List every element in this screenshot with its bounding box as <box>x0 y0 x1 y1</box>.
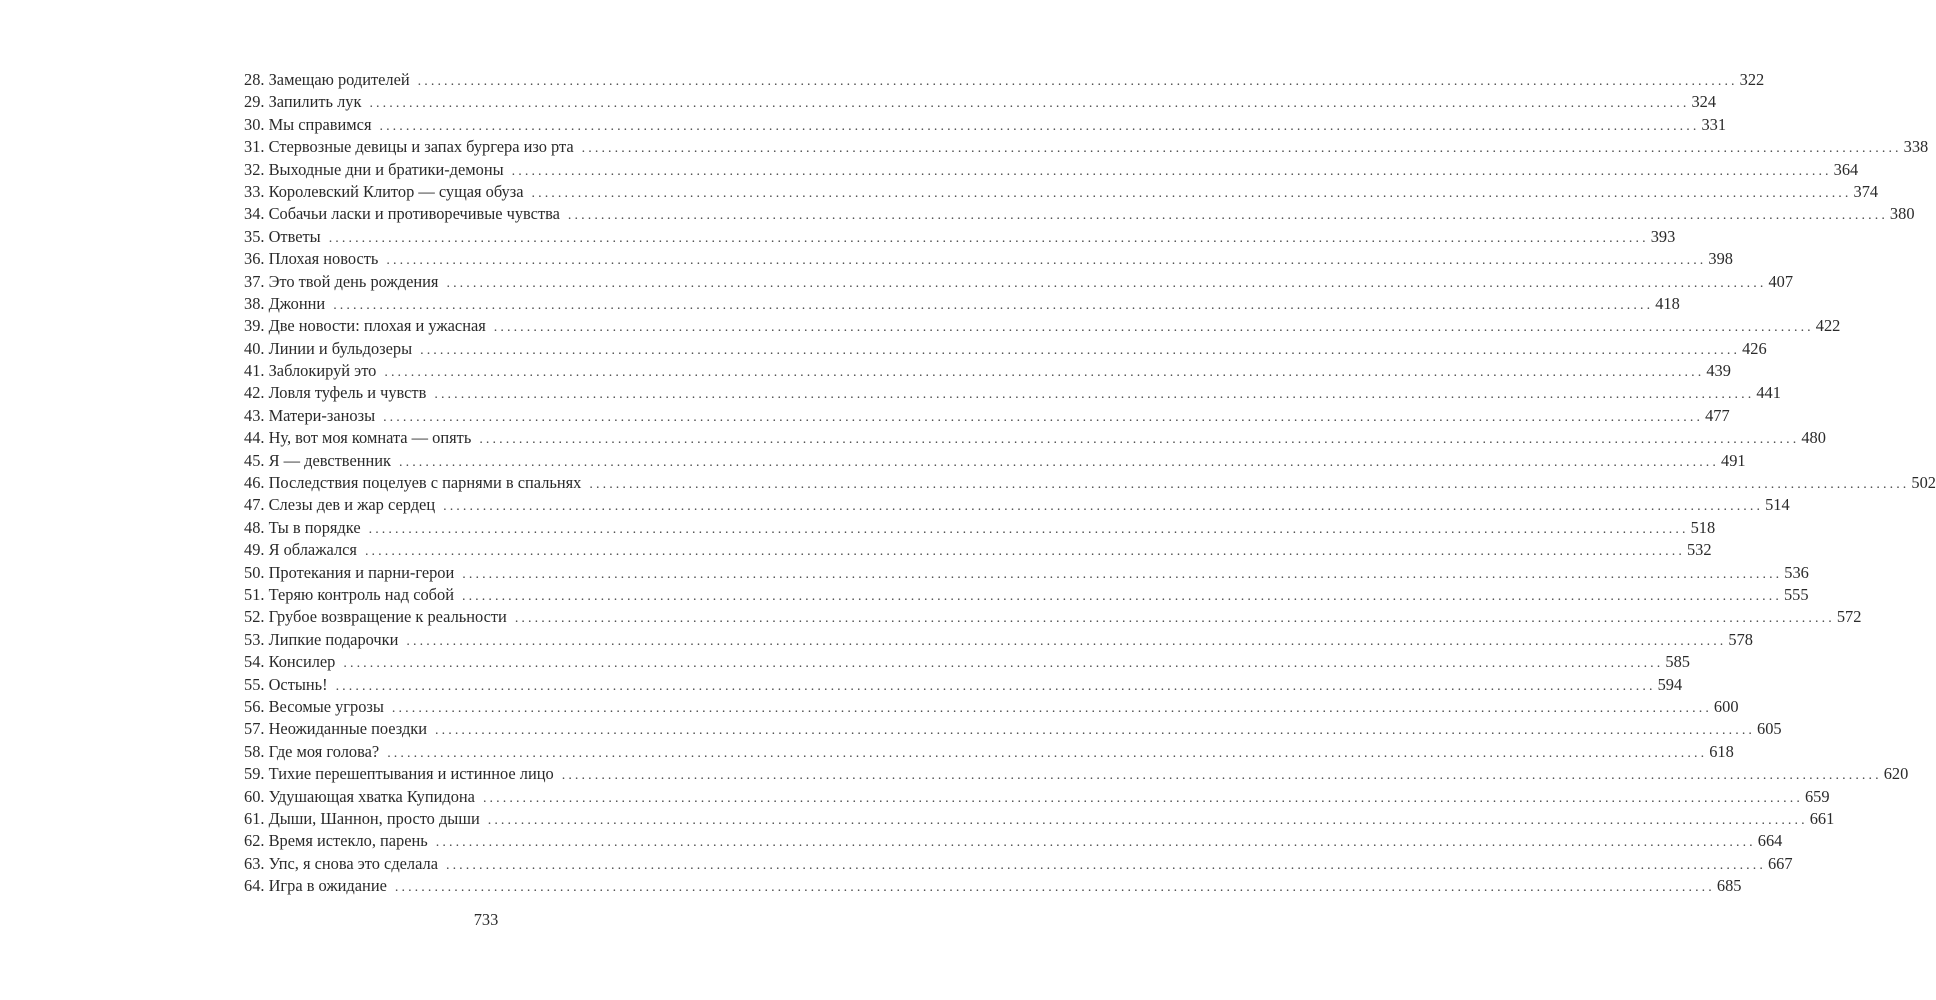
chapter-title: 62. Время истекло, парень <box>244 831 428 851</box>
toc-entry <box>244 718 1782 740</box>
dot-leader: ........................................................................................................................................................................................................ <box>399 454 1719 470</box>
dot-leader: ........................................................................................................................................................................................................ <box>369 96 1690 112</box>
chapter-title: 50. Протекания и парни-герои <box>244 562 455 582</box>
toc-entry <box>244 360 1731 382</box>
chapter-title: 37. Это твой день рождения <box>244 271 439 291</box>
toc-entry <box>244 427 1826 449</box>
toc-entry <box>244 562 1809 584</box>
chapter-page: 572 <box>1836 607 1862 627</box>
chapter-page: 585 <box>1665 652 1690 672</box>
dot-leader: ........................................................................................................................................................................................................ <box>493 320 1814 336</box>
chapter-page: 667 <box>1767 853 1793 873</box>
chapter-title: 53. Липкие подарочки <box>244 629 399 649</box>
toc-entry <box>244 786 1830 808</box>
chapter-title: 34. Собачьи ласки и противоречивые чувства <box>244 204 560 224</box>
dot-leader: ........................................................................................................................................................................................................ <box>420 342 1741 358</box>
dot-leader: ........................................................................................................................................................................................................ <box>379 118 1700 134</box>
dot-leader: ........................................................................................................................................................................................................ <box>383 409 1704 425</box>
toc-entry <box>244 584 1809 606</box>
toc-entry <box>244 830 1783 852</box>
chapter-title: 56. Весомые угрозы <box>244 696 384 716</box>
chapter-page: 364 <box>1833 159 1859 179</box>
chapter-page: 661 <box>1809 808 1835 828</box>
chapter-page: 620 <box>1883 764 1909 784</box>
chapter-page: 441 <box>1756 383 1781 403</box>
dot-leader: ........................................................................................................................................................................................................ <box>435 723 1756 739</box>
toc-entry <box>244 741 1734 763</box>
chapter-page: 322 <box>1739 70 1765 89</box>
chapter-page: 502 <box>1911 473 1936 493</box>
dot-leader: ........................................................................................................................................................................................................ <box>343 656 1664 672</box>
chapter-title: 49. Я облажался <box>244 540 357 560</box>
dot-leader: ........................................................................................................................................................................................................ <box>479 432 1800 448</box>
dot-leader: ........................................................................................................................................................................................................ <box>391 700 1712 716</box>
chapter-page: 578 <box>1728 629 1753 649</box>
toc-entry <box>244 853 1793 875</box>
dot-leader: ........................................................................................................................................................................................................ <box>487 812 1808 828</box>
dot-leader: ........................................................................................................................................................................................................ <box>461 588 1782 604</box>
chapter-title: 30. Мы справимся <box>244 114 372 134</box>
dot-leader: ........................................................................................................................................................................................................ <box>417 74 1738 89</box>
chapter-page: 514 <box>1765 495 1790 515</box>
dot-leader: ........................................................................................................................................................................................................ <box>364 544 1685 560</box>
toc-entry <box>244 338 1767 360</box>
chapter-page: 398 <box>1708 249 1733 269</box>
dot-leader: ........................................................................................................................................................................................................ <box>445 857 1766 873</box>
chapter-title: 54. Консилер <box>244 652 336 672</box>
chapter-page: 426 <box>1742 338 1767 358</box>
chapter-page: 324 <box>1691 92 1717 112</box>
chapter-page: 407 <box>1768 271 1794 291</box>
dot-leader: ........................................................................................................................................................................................................ <box>482 790 1803 806</box>
chapter-page: 536 <box>1784 562 1809 582</box>
chapter-page: 338 <box>1903 137 1929 157</box>
dot-leader: ........................................................................................................................................................................................................ <box>387 745 1708 761</box>
chapter-page: 618 <box>1709 741 1734 761</box>
dot-leader: ........................................................................................................................................................................................................ <box>394 880 1715 896</box>
table-of-contents <box>244 69 1936 897</box>
toc-entry <box>244 875 1742 897</box>
chapter-title: 46. Последствия поцелуев с парнями в спальнях <box>244 473 582 493</box>
chapter-title: 41. Заблокируй это <box>244 361 377 381</box>
dot-leader: ........................................................................................................................................................................................................ <box>406 633 1727 649</box>
chapter-title: 32. Выходные дни и братики-демоны <box>244 159 504 179</box>
toc-entry <box>244 136 1929 158</box>
chapter-title: 59. Тихие перешептывания и истинное лицо <box>244 764 554 784</box>
dot-leader: ........................................................................................................................................................................................................ <box>531 185 1852 201</box>
toc-entry <box>244 539 1712 561</box>
chapter-title: 63. Упс, я снова это сделала <box>244 853 438 873</box>
toc-entry <box>244 226 1676 248</box>
toc-entry <box>244 629 1753 651</box>
chapter-page: 380 <box>1889 204 1915 224</box>
chapter-page: 480 <box>1801 428 1826 448</box>
chapter-page: 594 <box>1657 674 1683 694</box>
chapter-title: 48. Ты в порядке <box>244 517 361 537</box>
dot-leader: ........................................................................................................................................................................................................ <box>446 275 1767 291</box>
dot-leader: ........................................................................................................................................................................................................ <box>462 566 1783 582</box>
chapter-title: 39. Две новости: плохая и ужасная <box>244 316 486 336</box>
chapter-page: 600 <box>1713 696 1739 716</box>
chapter-title: 64. Игра в ожидание <box>244 876 387 896</box>
toc-entry <box>244 808 1835 830</box>
dot-leader: ........................................................................................................................................................................................................ <box>368 521 1689 537</box>
toc-entry <box>244 517 1716 539</box>
chapter-title: 38. Джонни <box>244 293 326 313</box>
dot-leader: ........................................................................................................................................................................................................ <box>328 230 1649 246</box>
toc-entry <box>244 159 1859 181</box>
dot-leader: ........................................................................................................................................................................................................ <box>443 499 1764 515</box>
dot-leader: ........................................................................................................................................................................................................ <box>435 835 1756 851</box>
toc-entry <box>244 674 1683 696</box>
toc-entry <box>244 606 1862 628</box>
dot-leader: ........................................................................................................................................................................................................ <box>386 253 1707 269</box>
chapter-title: 43. Матери-занозы <box>244 405 376 425</box>
chapter-title: 47. Слезы дев и жар сердец <box>244 495 436 515</box>
dot-leader: ........................................................................................................................................................................................................ <box>511 163 1832 179</box>
chapter-title: 58. Где моя голова? <box>244 741 380 761</box>
dot-leader: ........................................................................................................................................................................................................ <box>384 365 1705 381</box>
chapter-title: 35. Ответы <box>244 226 321 246</box>
toc-entry <box>244 696 1739 718</box>
chapter-title: 61. Дыши, Шаннон, просто дыши <box>244 808 480 828</box>
toc-entry <box>244 315 1841 337</box>
dot-leader: ........................................................................................................................................................................................................ <box>514 611 1835 627</box>
dot-leader: ........................................................................................................................................................................................................ <box>561 768 1882 784</box>
toc-entry <box>244 651 1690 673</box>
chapter-title: 40. Линии и бульдозеры <box>244 338 413 358</box>
chapter-page: 422 <box>1815 316 1841 336</box>
chapter-title: 52. Грубое возвращение к реальности <box>244 607 507 627</box>
chapter-title: 55. Остынь! <box>244 674 328 694</box>
toc-entry <box>244 472 1936 494</box>
chapter-title: 45. Я — девственник <box>244 450 391 470</box>
chapter-title: 31. Стервозные девицы и запах бургера изо рта <box>244 137 574 157</box>
chapter-page: 532 <box>1686 540 1712 560</box>
dot-leader: ........................................................................................................................................................................................................ <box>589 477 1910 493</box>
chapter-title: 60. Удушающая хватка Купидона <box>244 786 475 806</box>
toc-entry <box>244 763 1909 785</box>
chapter-title: 44. Ну, вот моя комната — опять <box>244 428 472 448</box>
chapter-page: 477 <box>1705 405 1730 425</box>
toc-entry <box>244 450 1746 472</box>
chapter-page: 555 <box>1783 584 1809 604</box>
chapter-page: 659 <box>1804 786 1830 806</box>
toc-entry <box>244 181 1879 203</box>
toc-entry <box>244 382 1781 404</box>
chapter-page: 374 <box>1853 181 1879 201</box>
chapter-title: 57. Неожиданные поездки <box>244 719 428 739</box>
chapter-page: 605 <box>1757 719 1782 739</box>
dot-leader: ........................................................................................................................................................................................................ <box>333 297 1654 313</box>
chapter-title: 42. Ловля туфель и чувств <box>244 383 427 403</box>
chapter-title: 36. Плохая новость <box>244 249 379 269</box>
dot-leader: ........................................................................................................................................................................................................ <box>335 678 1656 694</box>
chapter-page: 685 <box>1716 876 1742 896</box>
toc-entry <box>244 248 1733 270</box>
toc-entry <box>244 405 1730 427</box>
chapter-page: 331 <box>1701 114 1727 134</box>
chapter-title: 28. Замещаю родителей <box>244 70 410 89</box>
chapter-page: 393 <box>1650 226 1676 246</box>
toc-entry <box>244 203 1915 225</box>
toc-entry <box>244 114 1727 136</box>
chapter-page: 664 <box>1757 831 1783 851</box>
chapter-title: 33. Королевский Клитор — сущая обуза <box>244 181 524 201</box>
toc-entry <box>244 271 1794 293</box>
dot-leader: ........................................................................................................................................................................................................ <box>567 208 1888 224</box>
chapter-page: 439 <box>1706 361 1731 381</box>
toc-entry <box>244 494 1790 516</box>
dot-leader: ........................................................................................................................................................................................................ <box>581 141 1902 157</box>
toc-entry <box>244 293 1680 315</box>
chapter-title: 51. Теряю контроль над собой <box>244 584 454 604</box>
chapter-title: 29. Запилить лук <box>244 92 362 112</box>
dot-leader: ........................................................................................................................................................................................................ <box>434 387 1755 403</box>
toc-entry <box>244 69 1765 91</box>
chapter-page: 518 <box>1690 517 1716 537</box>
chapter-page: 418 <box>1655 293 1680 313</box>
page-number: 733 <box>473 910 499 929</box>
toc-entry <box>244 91 1717 113</box>
chapter-page: 491 <box>1721 450 1746 470</box>
